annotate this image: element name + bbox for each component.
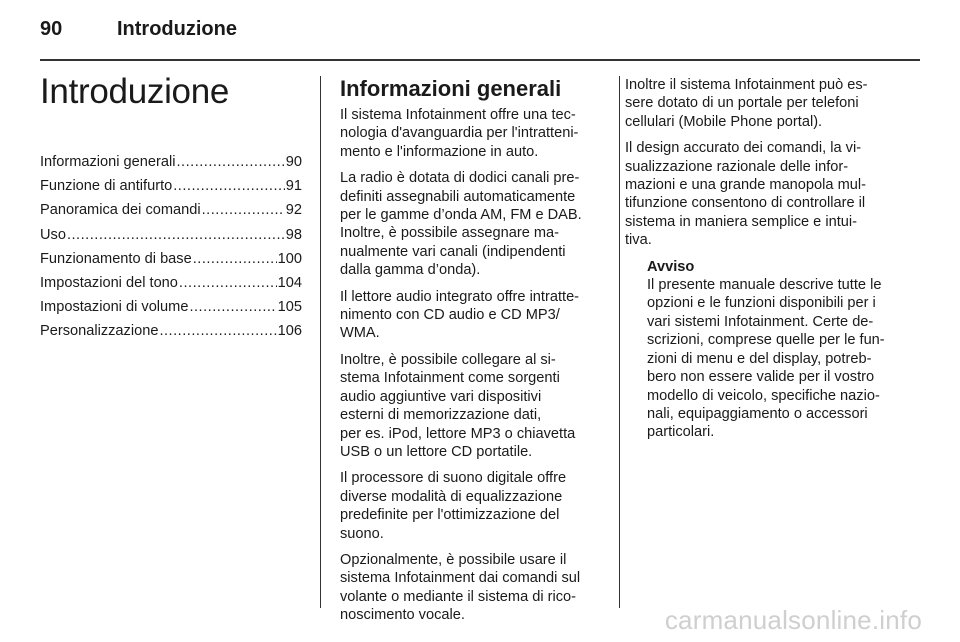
watermark: carmanualsonline.info xyxy=(664,605,922,635)
notice-box xyxy=(647,258,913,442)
toc-entry-page: 90 xyxy=(285,154,302,170)
page-number: 90 xyxy=(40,18,63,40)
toc-entry-page: 105 xyxy=(277,299,302,316)
body-paragraph: Inoltre il sistema Infotainment può es- sere dotato di un portale per telefoni cellulari (Mobile Phone portal). xyxy=(625,77,868,130)
body-paragraph: Opzionalmente, è possibile usare il sistema Infotainment dai comandi sul volante o mediante il sistema di rico- noscimento vocale. xyxy=(340,551,581,624)
body-paragraph: Inoltre, è possibile collegare al si- stema Infotainment come sorgenti audio aggiuntive vari dispositivi esterni di memorizzazione dati, per es. iPod, lettore MP3 o chiavetta USB o un lettore CD portatile. xyxy=(340,351,576,460)
toc-entry-label: Uso xyxy=(40,226,66,243)
toc-entry[interactable] xyxy=(40,174,302,198)
section-heading: Informazioni generali xyxy=(340,76,562,101)
body-paragraph: La radio è dotata di dodici canali pre- definiti assegnabili automaticamente per le gamme d’onda AM, FM e DAB. Inoltre, è possibile assegnare ma- nualmente vari canali (indipendenti dalla gamma d’onda). xyxy=(340,170,582,279)
toc-entry[interactable] xyxy=(40,223,302,247)
toc-entry-page: 92 xyxy=(285,202,302,219)
table-of-contents xyxy=(40,150,302,344)
header-divider xyxy=(40,59,920,61)
toc-leader-dots xyxy=(67,223,285,247)
text-column-middle xyxy=(340,76,626,633)
toc-leader-dots xyxy=(176,150,284,174)
toc-entry-label: Impostazioni di volume xyxy=(40,299,189,316)
toc-leader-dots xyxy=(193,247,277,271)
column-divider xyxy=(320,76,321,608)
toc-entry[interactable] xyxy=(40,198,302,222)
toc-entry-label: Funzione di antifurto xyxy=(40,178,173,195)
body-paragraph: Il processore di suono digitale offre diverse modalità di equalizzazione predefinite per l'ottimizzazione del suono. xyxy=(340,470,567,542)
toc-entry-page: 100 xyxy=(277,250,302,267)
toc-leader-dots xyxy=(189,295,276,319)
toc-entry[interactable] xyxy=(40,319,302,343)
toc-leader-dots xyxy=(179,271,277,295)
chapter-title: Introduzione xyxy=(40,72,230,111)
toc-entry[interactable] xyxy=(40,295,302,319)
toc-leader-dots xyxy=(173,174,285,198)
toc-entry-label: Personalizzazione xyxy=(40,323,159,340)
notice-title: Avviso xyxy=(647,258,695,275)
toc-entry-label: Impostazioni del tono xyxy=(40,275,178,292)
notice-text: Il presente manuale descrive tutte le opzioni e le funzioni disponibili per i vari sistemi Infotainment. Certe de- scrizioni, comprese quelle per le fun- zioni di menu e del display, potreb- bero non essere valide per il vostro modello di veicolo, specifiche nazio- nali, equipaggiamento o accessori particolari. xyxy=(647,277,885,441)
toc-entry-label: Panoramica dei comandi xyxy=(40,202,201,219)
body-paragraph: Il sistema Infotainment offre una tec- nologia d'avanguardia per l'intratteni- mento e l'informazione in auto. xyxy=(340,107,579,160)
toc-entry[interactable] xyxy=(40,271,302,295)
toc-entry-page: 98 xyxy=(285,226,302,243)
header-title: Introduzione xyxy=(117,18,237,40)
toc-leader-dots xyxy=(159,319,276,343)
toc-entry-label: Funzionamento di base xyxy=(40,250,192,267)
toc-entry-page: 104 xyxy=(277,275,302,292)
toc-entry-label: Informazioni generali xyxy=(40,154,176,170)
page-header xyxy=(40,18,920,48)
toc-entry[interactable] xyxy=(40,247,302,271)
body-paragraph: Il lettore audio integrato offre intratte- nimento con CD audio e CD MP3/ WMA. xyxy=(340,288,580,342)
toc-entry-page: 91 xyxy=(285,178,302,195)
toc-leader-dots xyxy=(202,198,285,222)
toc-entry[interactable] xyxy=(40,150,302,174)
toc-entry-page: 106 xyxy=(277,323,302,340)
body-paragraph: Il design accurato dei comandi, la vi- sualizzazione razionale delle infor- mazioni e una grande manopola mul- tifunzione consentono di controllare il sistema in maniera semplice e intui- tiva. xyxy=(625,140,866,249)
text-column-right xyxy=(625,76,913,442)
